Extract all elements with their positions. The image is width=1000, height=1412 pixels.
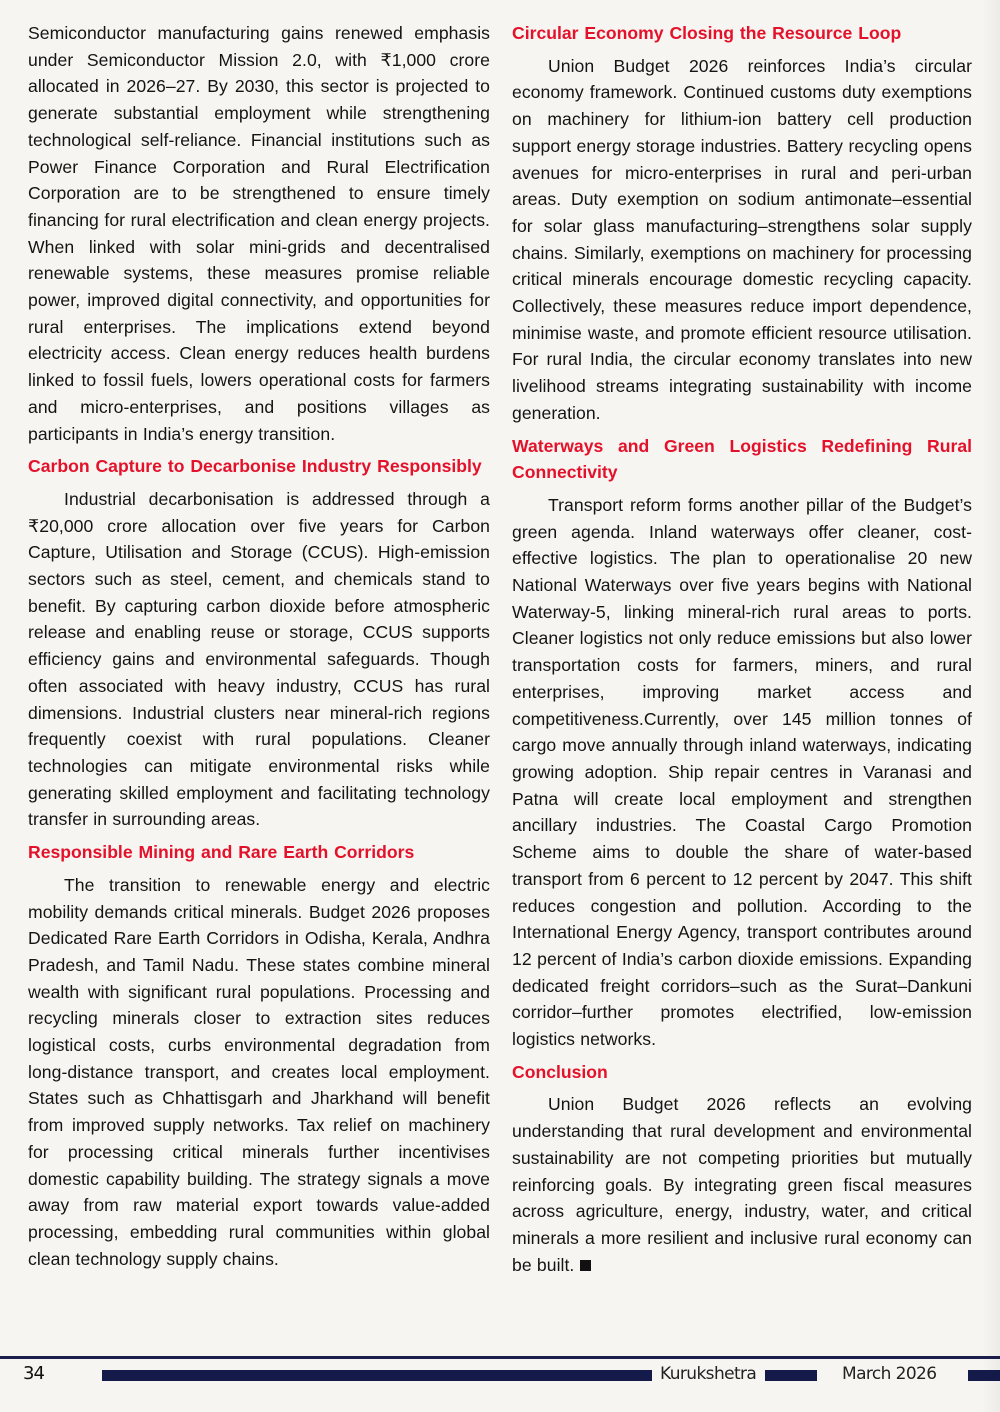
- paragraph-carbon-capture: Industrial decarbonisation is addressed through a ₹20,000 crore allocation over five years for Carbon Capture, Utilisation and Storage (CCUS). High-emission sectors such as steel, cement, and chemicals stand to benefit. By capturing carbon dioxide before atmospheric release and enabling reuse or storage, CCUS supports efficiency gains and environmental safeguards. Though often associated with heavy industry, CCUS has rural dimensions. Industrial clusters near mineral-rich regions frequently coexist with rural populations. Cleaner technologies can mitigate environmental risks while generating skilled employment and facilitating technology transfer in surrounding areas.: [28, 488, 490, 830]
- page-number: 34: [23, 1363, 44, 1384]
- paragraph-circular-economy: Union Budget 2026 reinforces India’s circular economy framework. Continued customs duty exemptions on machinery for lithium-ion battery cell production support energy storage industries. Battery recycling opens avenues for micro-enterprises in rural and peri-urban areas. Duty exemption on sodium antimonate–essential for solar glass manufacturing–strengthens solar supply chains. Similarly, exemptions on machinery for processing critical minerals encourage domestic recycling capacity. Collectively, these measures reduce import dependence, minimise waste, and promote efficient resource utilisation. For rural India, the circular economy translates into new livelihood streams integrating sustainability with income generation.: [512, 55, 972, 423]
- paragraph-rare-earth-corridors: The transition to renewable energy and electric mobility demands critical minerals. Budget 2026 proposes Dedicated Rare Earth Corridors in Odisha, Kerala, Andhra Pradesh, and Tamil Nadu. These states combine mineral wealth with significant rural populations. Processing and recycling minerals closer to extraction sites reduces logistical costs, curbs environmental degradation from long-distance transport, and creates local employment. States such as Chhattisgarh and Jharkhand will benefit from improved supply networks. Tax relief on machinery for processing critical minerals further incentivises domestic capability building. The strategy signals a move away from raw material export towards value-added processing, embedding rural communities within global clean technology supply chains.: [28, 874, 490, 1269]
- heading-rare-earth-corridors: Responsible Mining and Rare Earth Corridors: [28, 842, 415, 863]
- heading-circular-economy: Circular Economy Closing the Resource Loop: [512, 23, 902, 43]
- page-edge-shadow: [982, 0, 1000, 1412]
- conclusion-text: Union Budget 2026 reflects an evolving understanding that rural development and environmental sustainability are not competing priorities but mutually reinforcing goals. By integrating green fiscal measures across agriculture, energy, industry, water, and critical minerals a more resilient and inclusive rural economy can be built.: [512, 1094, 972, 1275]
- heading-carbon-capture: Carbon Capture to Decarbonise Industry Responsibly: [28, 456, 482, 477]
- footer-decorative-bar: [102, 1370, 652, 1381]
- footer-decorative-bar-small: [765, 1370, 817, 1381]
- end-of-article-square-icon: [580, 1260, 591, 1271]
- paragraph-conclusion: [512, 1091, 972, 1278]
- page-footer: [0, 1362, 1000, 1388]
- paragraph-waterways: Transport reform forms another pillar of the Budget’s green agenda. Inland waterways offer cleaner, cost-effective logistics. The plan to operationalise 20 new National Waterways over five years begins with National Waterway-5, linking mineral-rich rural areas to ports. Cleaner logistics not only reduce emissions but also lower transportation costs for farmers, miners, and rural enterprises, improving market access and competitiveness.Currently, over 145 million tonnes of cargo move annually through inland waterways, indicating growing adoption. Ship repair centres in Varanasi and Patna will create local employment and strengthen ancillary industries. The Coastal Cargo Promotion Scheme aims to double the share of water-based transport from 6 percent to 12 percent by 2047. This shift reduces congestion and pollution. According to the International Energy Agency, transport contributes around 12 percent of India’s carbon dioxide emissions. Expanding dedicated freight corridors–such as the Surat–Dankuni corridor–further promotes electrified, low-emission logistics networks.: [512, 494, 972, 1050]
- heading-waterways: Waterways and Green Logistics Redefining Rural Connectivity: [512, 435, 972, 483]
- right-column: [512, 20, 972, 1278]
- left-column: [28, 20, 490, 1272]
- heading-conclusion: Conclusion: [512, 1061, 608, 1082]
- paragraph-semiconductor: Semiconductor manufacturing gains renewed emphasis under Semiconductor Mission 2.0, with ₹1,000 crore allocated in 2026–27. By 2030, this sector is projected to generate substantial employment while strengthening technological self-reliance. Financial institutions such as Power Finance Corporation and Rural Electrification Corporation are to be strengthened to ensure timely financing for rural electrification and clean energy projects. When linked with solar mini-grids and decentralised renewable systems, these measures promise reliable power, improved digital connectivity, and opportunities for rural enterprises. The implications extend beyond electricity access. Clean energy reduces health burdens linked to fossil fuels, lowers operational costs for farmers and micro-enterprises, and positions villages as participants in India’s energy transition.: [28, 23, 490, 444]
- magazine-name: Kurukshetra: [660, 1364, 757, 1384]
- footer-rule: [0, 1356, 1000, 1359]
- issue-date: March 2026: [842, 1364, 937, 1384]
